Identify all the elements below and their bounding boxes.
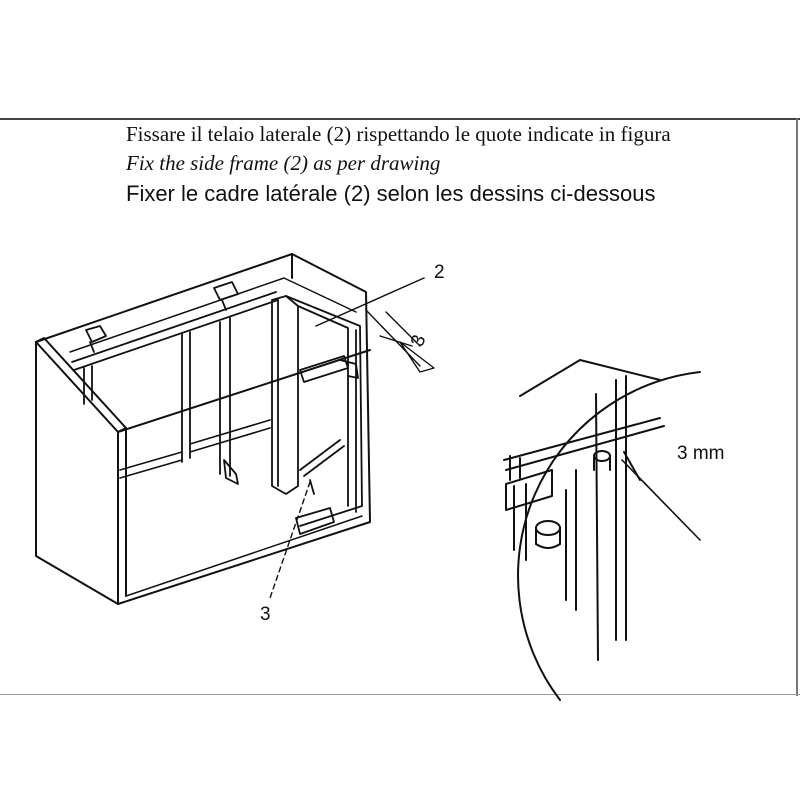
- callout-dimension-3: 3: [407, 332, 431, 350]
- instruction-english: Fix the side frame (2) as per drawing: [126, 151, 441, 175]
- instruction-french: Fixer le cadre latérale (2) selon les dessins ci-dessous: [126, 181, 656, 206]
- side-frame-part-2: [272, 296, 362, 534]
- detail-view: [504, 360, 700, 700]
- leader-line-2: [316, 278, 424, 326]
- callout-side-frame: 2: [434, 262, 445, 283]
- callout-part-3: 3: [260, 604, 271, 625]
- detail-gap-label: 3 mm: [677, 443, 725, 464]
- cabinet-shell: [36, 254, 370, 604]
- instruction-italian: Fissare il telaio laterale (2) rispettando le quote indicate in figura: [126, 122, 671, 146]
- lower-rails: [120, 420, 270, 478]
